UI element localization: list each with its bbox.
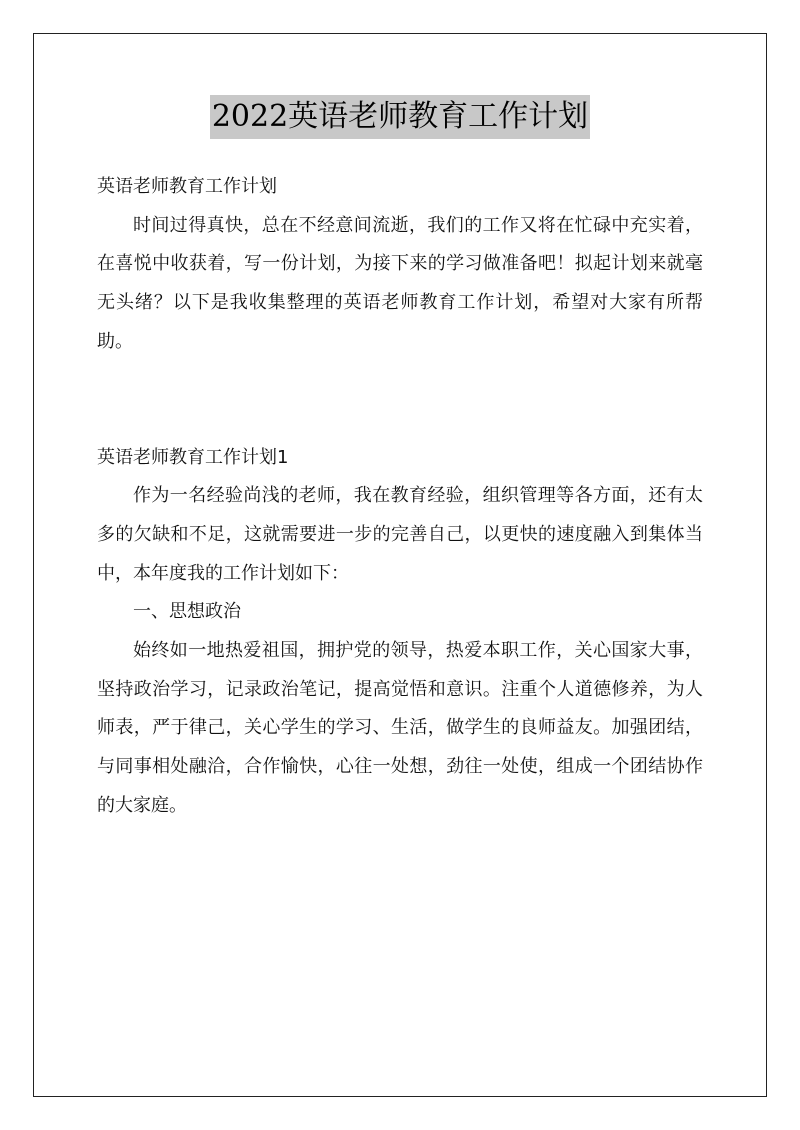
ideology-politics-paragraph: 始终如一地热爱祖国，拥护党的领导，热爱本职工作，关心国家大事，坚持政治学习，记录政治笔记，提高觉悟和意识。注重个人道德修养，为人师表，严于律己，关心学生的学习、生活，做学生的良师益友。加强团结，与同事相处融洽，合作愉快，心往一处想，劲往一处使，组成一个团结协作的大家庭。: [97, 640, 703, 816]
section-gap: [97, 362, 703, 439]
document-heading: 英语老师教育工作计划: [97, 176, 277, 197]
document-title-text: 2022英语老师教育工作计划: [210, 95, 590, 139]
section-intro-paragraph: 作为一名经验尚浅的老师，我在教育经验，组织管理等各方面，还有太多的欠缺和不足，这就需要进一步的完善自己，以更快的速度融入到集体当中，本年度我的工作计划如下：: [97, 485, 703, 584]
document-body: [97, 168, 703, 826]
subheading-ideology-politics: 一、思想政治: [133, 601, 241, 623]
document-title: [0, 95, 800, 139]
intro-paragraph: 时间过得真快，总在不经意间流逝，我们的工作又将在忙碌中充实着，在喜悦中收获着，写一份计划，为接下来的学习做准备吧！拟起计划来就毫无头绪？以下是我收集整理的英语老师教育工作计划，希望对大家有所帮助。: [97, 214, 703, 352]
section-title: 英语老师教育工作计划1: [97, 446, 289, 468]
